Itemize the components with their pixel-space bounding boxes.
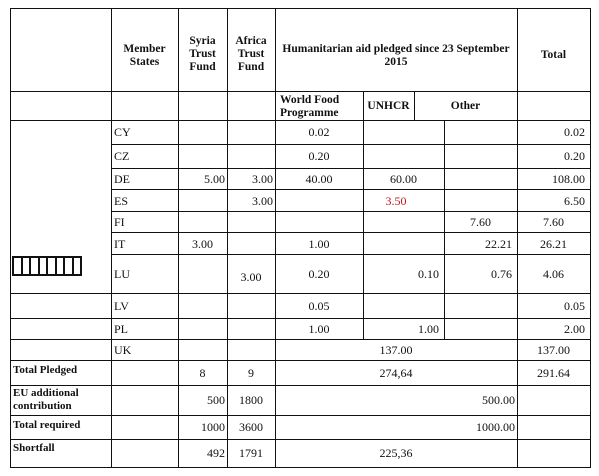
- cell-pledged-total: 291.64: [537, 366, 570, 380]
- header-other: Other: [450, 100, 481, 112]
- cell-required-syria: 1000: [201, 420, 225, 434]
- cell-eu-syria: 500: [207, 393, 225, 407]
- summary-eu-contribution: EU additional contribution: [13, 387, 79, 412]
- cell-pledged-humanitarian: 274,64: [379, 366, 413, 380]
- state-lv: LV: [114, 299, 129, 313]
- cell-cz-wfp: 0.20: [308, 149, 330, 163]
- cell-eu-humanitarian: 500.00: [482, 393, 515, 407]
- barcode-icon: [12, 256, 82, 276]
- cell-pledged-africa: 9: [248, 366, 254, 380]
- cell-es-humanitarian: 3.50: [385, 194, 407, 208]
- cell-pl-wfp: 1.00: [308, 322, 330, 336]
- cell-es-africa: 3.00: [252, 194, 273, 208]
- state-de: DE: [114, 172, 130, 186]
- cell-lu-other: 0.76: [491, 267, 512, 281]
- cell-lv-total: 0.05: [564, 299, 585, 313]
- cell-it-syria: 3.00: [192, 237, 213, 251]
- cell-de-africa: 3.00: [252, 172, 273, 186]
- state-fi: FI: [114, 215, 125, 229]
- cell-cy-wfp: 0.02: [308, 125, 330, 139]
- cell-pledged-syria: 8: [199, 366, 206, 380]
- cell-de-wfp: 40.00: [305, 172, 333, 186]
- state-es: ES: [114, 194, 129, 208]
- state-cz: CZ: [114, 149, 130, 163]
- cell-it-total: 26.21: [540, 237, 567, 251]
- cell-pl-total: 2.00: [564, 322, 585, 336]
- header-member-states: Member States: [123, 43, 166, 68]
- summary-total-pledged: Total Pledged: [13, 364, 78, 376]
- cell-de-total: 108.00: [552, 172, 585, 186]
- cell-pl-unhcr: 1.00: [418, 322, 439, 336]
- cell-required-humanitarian: 1000.00: [476, 420, 515, 434]
- header-humanitarian: Humanitarian aid pledged since 23 September 2015: [282, 43, 510, 68]
- header-syria-fund: Syria Trust Fund: [189, 35, 216, 73]
- cell-lu-wfp: 0.20: [308, 267, 330, 281]
- state-cy: CY: [114, 125, 131, 139]
- cell-eu-africa: 1800: [239, 393, 263, 407]
- summary-shortfall: Shortfall: [13, 442, 55, 454]
- cell-cy-total: 0.02: [564, 125, 585, 139]
- cell-de-unhcr: 60.00: [390, 172, 417, 186]
- cell-shortfall-humanitarian: 225,36: [379, 446, 413, 460]
- cell-lv-wfp: 0.05: [308, 299, 330, 313]
- state-it: IT: [114, 237, 126, 251]
- header-total: Total: [540, 49, 567, 61]
- state-pl: PL: [114, 322, 129, 336]
- cell-cz-total: 0.20: [564, 149, 585, 163]
- header-africa-fund: Africa Trust Fund: [235, 35, 267, 73]
- state-uk: UK: [114, 343, 132, 357]
- cell-required-africa: 3600: [239, 420, 263, 434]
- cell-uk-total: 137.00: [537, 343, 570, 357]
- cell-es-total: 6.50: [564, 194, 585, 208]
- pledges-table: [10, 8, 591, 468]
- header-unhcr: UNHCR: [367, 100, 410, 112]
- cell-lu-total: 4.06: [543, 267, 564, 281]
- header-wfp: World Food Programme: [280, 94, 340, 119]
- cell-uk-humanitarian: 137.00: [379, 343, 413, 357]
- cell-fi-other: 7.60: [470, 215, 491, 229]
- cell-de-syria: 5.00: [204, 172, 225, 186]
- cell-it-wfp: 1.00: [308, 237, 330, 251]
- cell-fi-total: 7.60: [543, 215, 564, 229]
- summary-total-required: Total required: [13, 419, 81, 431]
- cell-lu-africa: 3.00: [240, 270, 262, 284]
- cell-lu-unhcr: 0.10: [418, 267, 439, 281]
- cell-shortfall-africa: 1791: [239, 446, 263, 460]
- cell-it-other: 22.21: [485, 237, 512, 251]
- state-lu: LU: [114, 267, 130, 281]
- cell-shortfall-syria: 492: [207, 446, 225, 460]
